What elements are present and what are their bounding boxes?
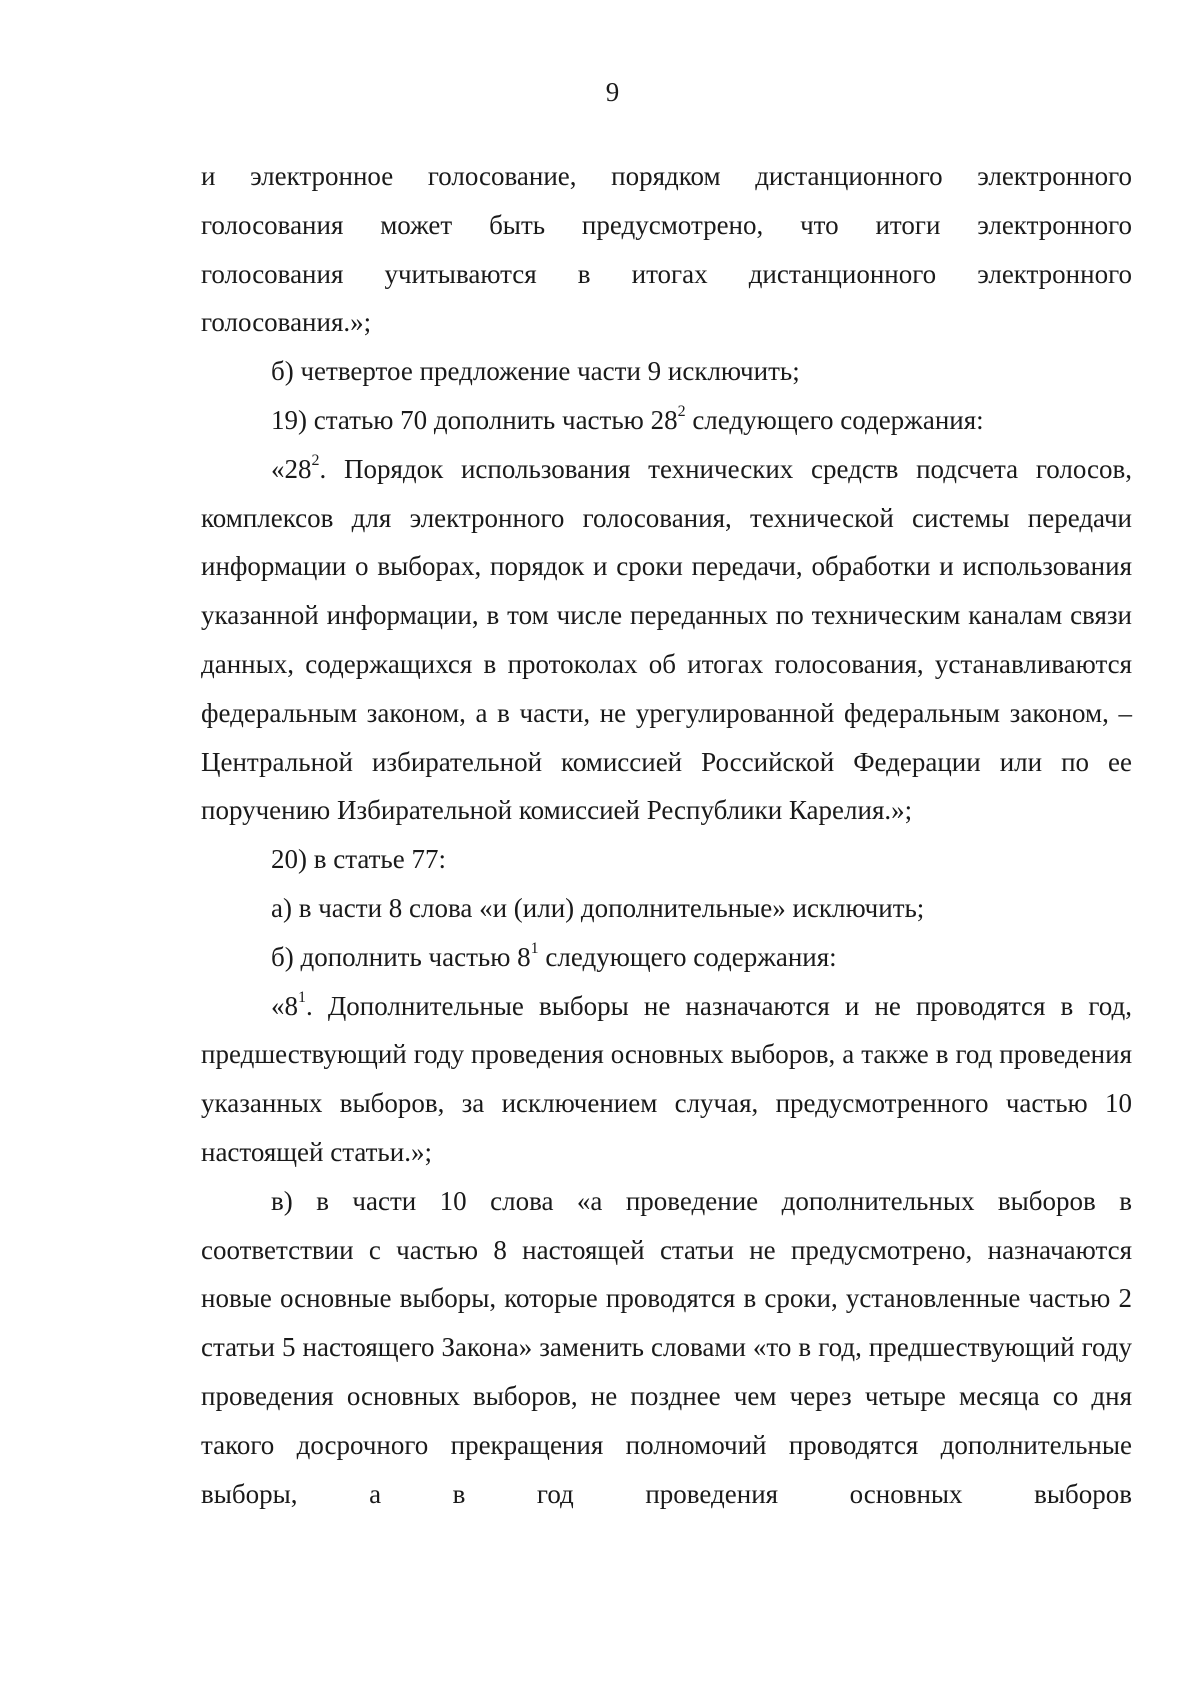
paragraph-text: б) дополнить частью 8 <box>271 941 531 972</box>
document-body <box>201 152 1132 1518</box>
page-number: 9 <box>605 77 620 107</box>
paragraph-item-a: а) в части 8 слова «и (или) дополнительные» исключить; <box>271 892 925 923</box>
paragraph-text: . Порядок использования технических средств подсчета голосов, комплексов для электронного голосования, технической системы передачи информации о выборах, порядок и сроки передачи, обработки и использования указанной информации, в том числе переданных по техническим каналам связи данных, содержащихся в протоколах об итогах голосования, устанавливаются федеральным законом, а в части, не урегулированной федеральным законом, – Центральной избирательной комиссией Российской Федерации или по ее поручению Избирательной комиссией Республики Карелия.»; <box>201 453 1132 826</box>
paragraph-item-19 <box>201 396 1132 445</box>
paragraph-item-v: в) в части 10 слова «а проведение дополнительных выборов в соответствии с частью 8 настоящей статьи не предусмотрено, назначаются новые основные выборы, которые проводятся в сроки, установленные частью 2 статьи 5 настоящего Закона» заменить словами «то в год, предшествующий году проведения основных выборов, не позднее чем через четыре месяца со дня такого досрочного прекращения полномочий проводятся дополнительные выборы, а в год проведения основных выборов <box>201 1185 1132 1509</box>
paragraph-continuation <box>201 152 1132 347</box>
text-line: и электронное голосование, порядком дистанционного электронного <box>201 161 1132 191</box>
text-line: голосования учитываются в итогах дистанционного электронного <box>201 258 1132 289</box>
paragraph-text: 19) статью 70 дополнить частью 28 <box>271 404 678 435</box>
superscript: 2 <box>677 402 686 420</box>
paragraph-part-8-1 <box>201 982 1132 1177</box>
superscript: 1 <box>530 939 539 957</box>
paragraph-text: «28 <box>271 453 312 484</box>
superscript: 2 <box>311 451 320 469</box>
superscript: 1 <box>298 988 306 1006</box>
text-line: голосования может быть предусмотрено, что итоги электронного <box>201 209 1132 240</box>
paragraph-text: следующего содержания: <box>685 404 984 435</box>
paragraph-item-20: 20) в статье 77: <box>271 844 446 875</box>
paragraph-item-b-exclude: б) четвертое предложение части 9 исключить; <box>271 356 800 387</box>
paragraph-part-28-2 <box>201 445 1132 835</box>
paragraph-text: «8 <box>271 990 298 1021</box>
paragraph-text: следующего содержания: <box>538 941 837 972</box>
paragraph-item-b-add <box>201 933 1132 982</box>
paragraph-text: . Дополнительные выборы не назначаются и не проводятся в год, предшествующий году проведения основных выборов, а также в год проведения указанных выборов, за исключением случая, предусмотренного частью 10 настоящей статьи.»; <box>201 990 1132 1167</box>
text-line: голосования.»; <box>201 307 372 338</box>
